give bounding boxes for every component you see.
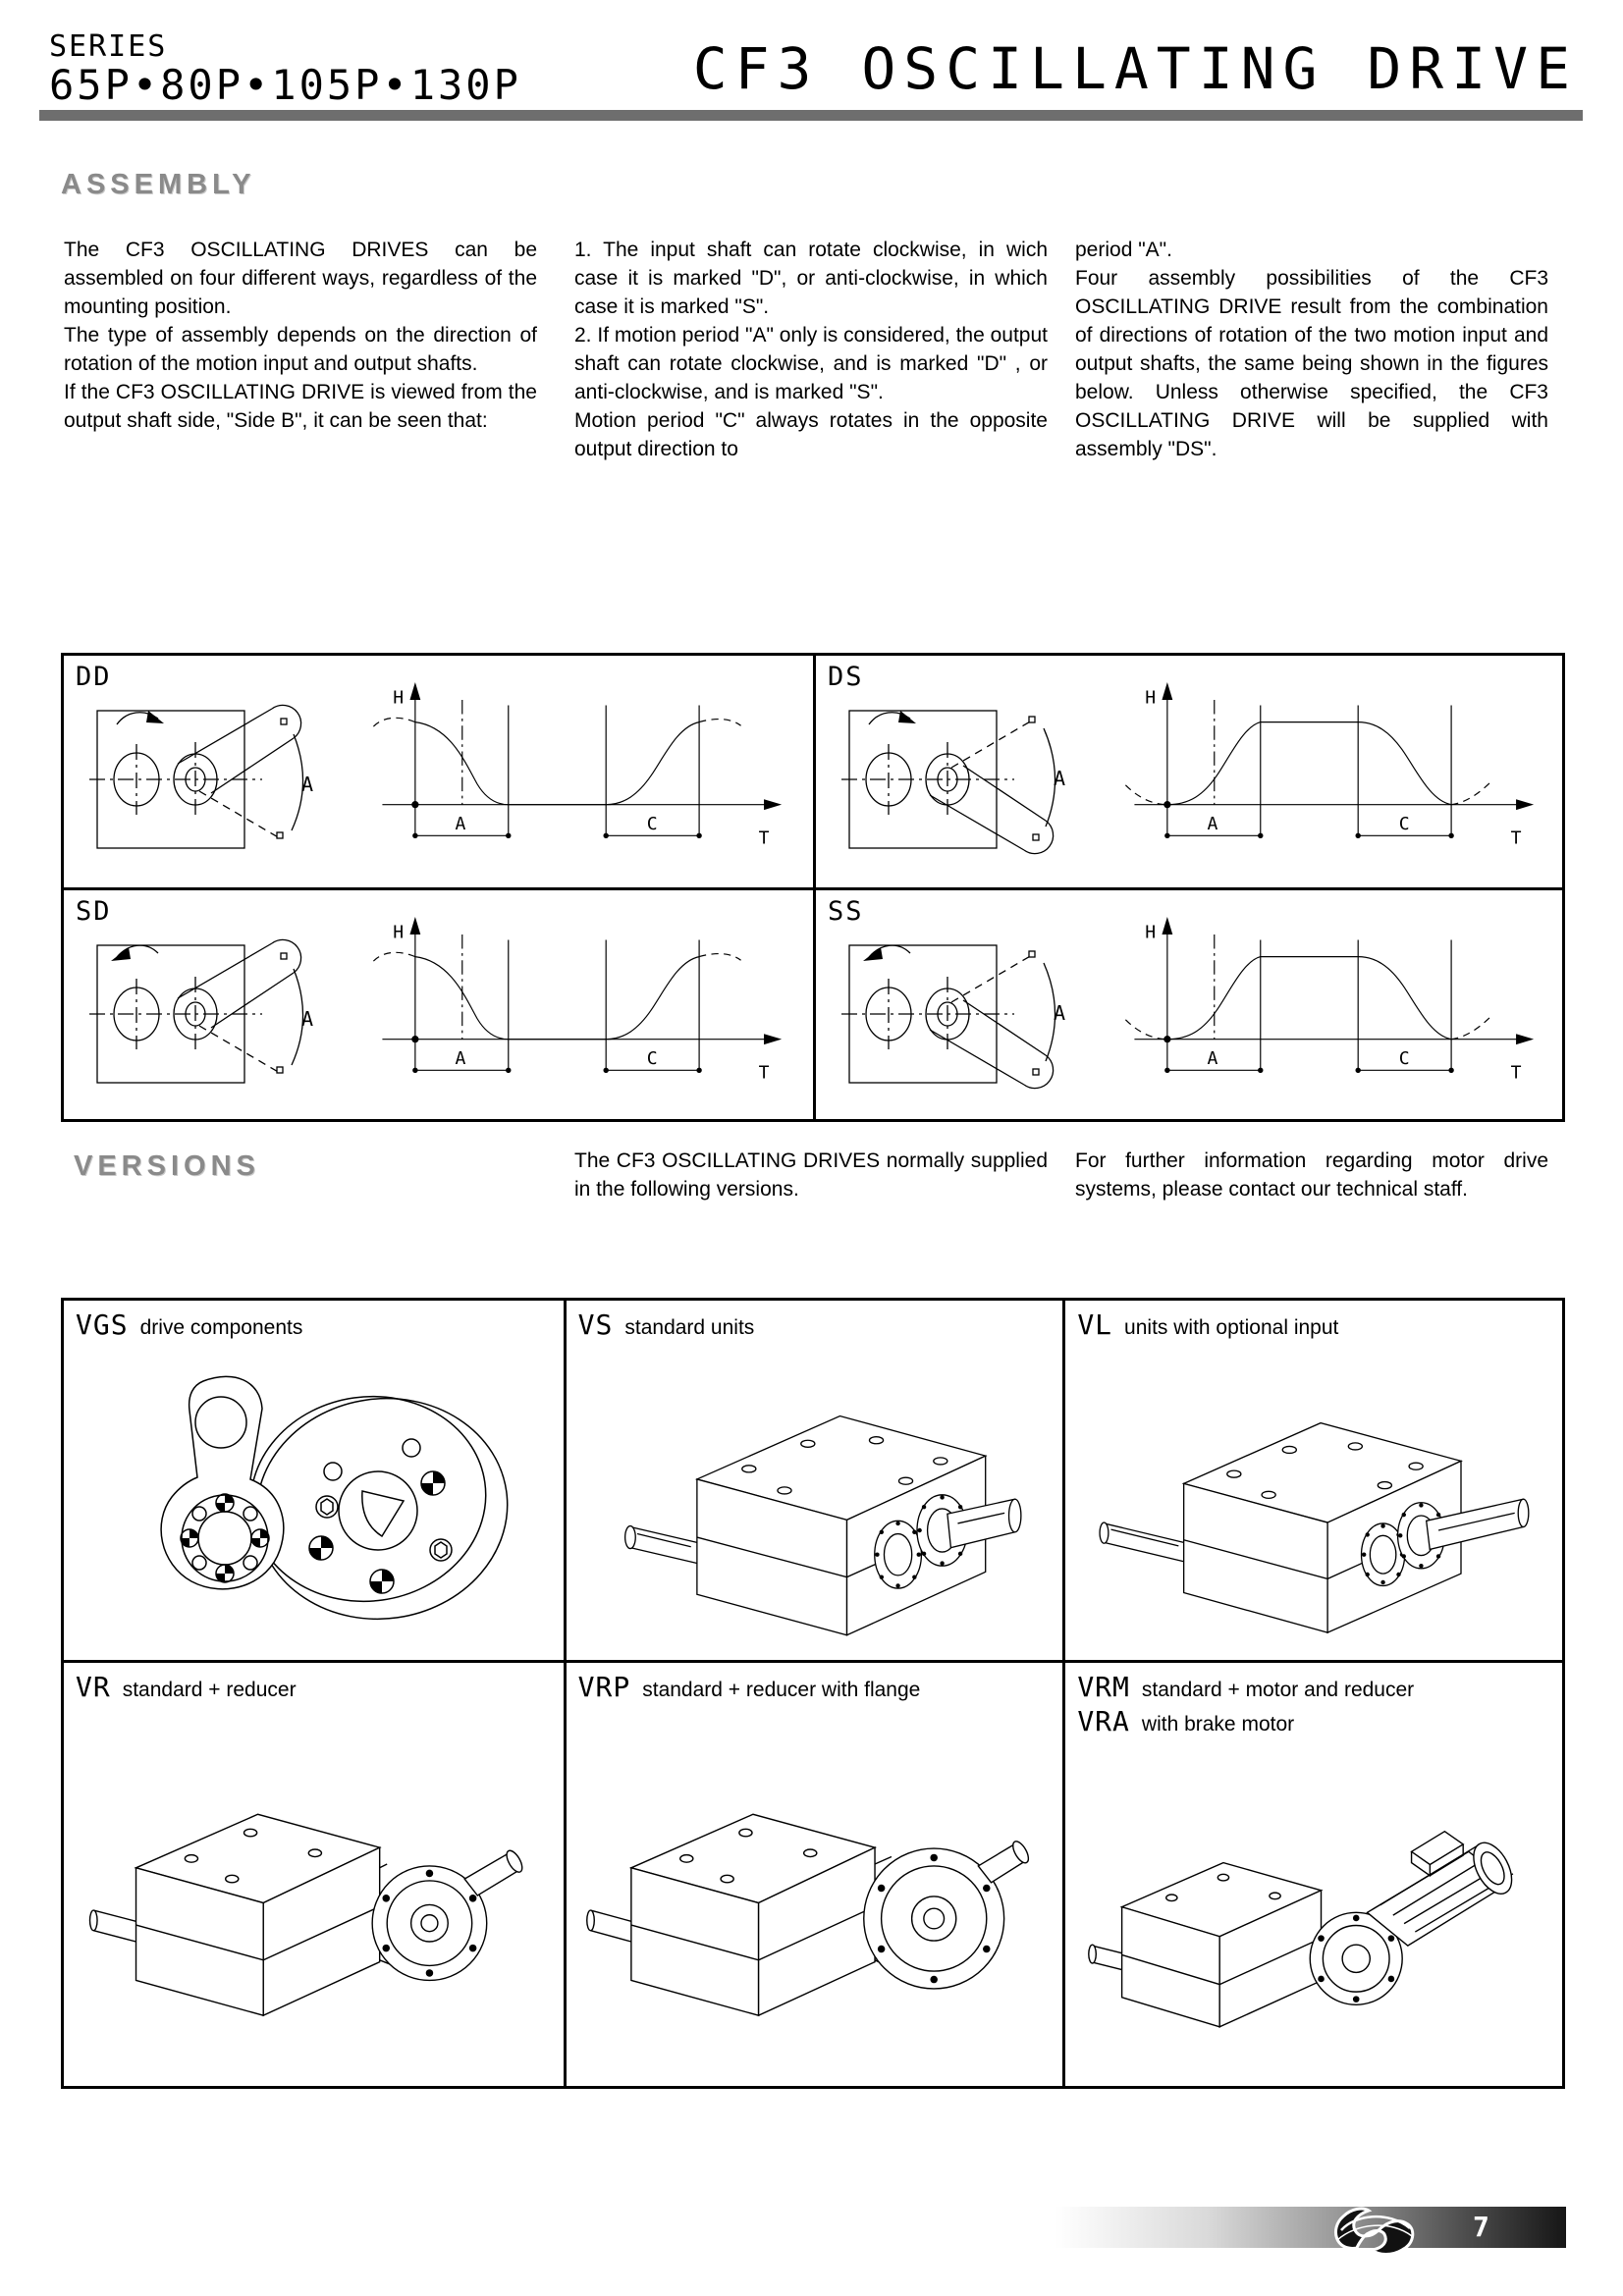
vrp-illustration (583, 1729, 1045, 2062)
version-desc: with brake motor (1141, 1713, 1295, 1735)
version-code: VRM (1077, 1671, 1130, 1703)
version-code: VRP (577, 1671, 631, 1703)
vs-illustration (583, 1354, 1045, 1648)
page-title: CF3 OSCILLATING DRIVE (692, 35, 1578, 102)
vgs-illustration (87, 1354, 539, 1648)
cell-header (64, 1301, 564, 1341)
paragraph: Four assembly possibilities of the CF3 OSCILLATING DRIVE result from the combination of directions of rotation of the two motion input and output shafts, the same being shown in the figures below. Unless otherwise specified, the CF3 OSCILLATING DRIVE will be supplied with assembly "DS". (1075, 267, 1548, 460)
version-code: VGS (76, 1308, 129, 1341)
mechanism-sketch (838, 918, 1073, 1104)
assembly-col-2 (574, 236, 1048, 463)
paragraph: period "A". (1075, 239, 1172, 261)
version-cell-vrp (564, 1660, 1063, 2086)
version-code: VRA (1077, 1705, 1130, 1737)
period-a-label: A (1207, 813, 1218, 834)
version-code: VL (1077, 1308, 1113, 1341)
quadrant-label: SS (828, 896, 864, 927)
version-cell-vgs (64, 1301, 564, 1660)
motion-graph (1083, 906, 1544, 1093)
angle-label: A (1054, 767, 1066, 790)
quadrant-ss (813, 887, 1562, 1119)
versions-intro (574, 1147, 1048, 1203)
quadrant-ds (813, 656, 1562, 887)
version-cell-vl (1062, 1301, 1562, 1660)
t-axis-label: T (1510, 828, 1522, 849)
vl-illustration (1083, 1354, 1544, 1648)
paragraph: If the CF3 OSCILLATING DRIVE is viewed from the output shaft side, "Side B", it can be seen that: (64, 381, 537, 432)
h-axis-label: H (393, 687, 405, 709)
quadrant-sd (64, 887, 813, 1119)
mechanism-sketch (85, 918, 321, 1104)
footer-bar (1055, 2207, 1566, 2248)
t-axis-label: T (758, 828, 770, 849)
series-label: SERIES (49, 29, 168, 64)
quadrant-dd (64, 656, 813, 887)
paragraph: For further information regarding motor drive systems, please contact our technical staff. (1075, 1149, 1548, 1201)
versions-contact (1075, 1147, 1548, 1203)
assembly-col-1 (64, 236, 537, 435)
quadrant-label: DS (828, 662, 864, 692)
h-axis-label: H (393, 922, 405, 943)
period-c-label: C (646, 1047, 658, 1069)
version-desc: standard + reducer with flange (642, 1679, 921, 1701)
vrm-illustration (1083, 1750, 1544, 2055)
angle-label: A (301, 1007, 314, 1031)
cell-header (64, 1663, 564, 1703)
header-rule (39, 110, 1583, 121)
paragraph: The type of assembly depends on the direction of rotation of the motion input and output shafts. (64, 324, 537, 375)
quadrant-label: SD (76, 896, 112, 927)
versions-table (61, 1298, 1565, 2089)
period-a-label: A (455, 1047, 466, 1069)
motion-graph (331, 906, 792, 1093)
paragraph: 1. The input shaft can rotate clockwise, in wich case it is marked "D", or anti-clockwise, in which case it is marked "S". (574, 239, 1048, 318)
mechanism-sketch (85, 683, 321, 870)
angle-label: A (1054, 1001, 1066, 1025)
assembly-heading: ASSEMBLY (61, 169, 256, 200)
company-logo (1327, 2187, 1418, 2266)
cell-header (1065, 1301, 1562, 1341)
vr-illustration (82, 1729, 544, 2062)
version-desc: standard units (624, 1316, 755, 1339)
mechanism-sketch (838, 683, 1073, 870)
version-desc: drive components (139, 1316, 303, 1339)
period-c-label: C (1398, 1047, 1410, 1069)
h-axis-label: H (1145, 922, 1157, 943)
quadrant-label: DD (76, 662, 112, 692)
period-c-label: C (646, 813, 658, 834)
version-desc: standard + reducer (122, 1679, 297, 1701)
version-cell-vrm (1062, 1660, 1562, 2086)
period-a-label: A (1207, 1047, 1218, 1069)
series-models: 65P•80P•105P•130P (49, 61, 521, 109)
page-number: 7 (1473, 2211, 1489, 2243)
h-axis-label: H (1145, 687, 1157, 709)
versions-heading: VERSIONS (74, 1150, 260, 1182)
angle-label: A (301, 773, 314, 796)
version-code: VR (76, 1671, 111, 1703)
paragraph: 2. If motion period "A" only is considered, the output shaft can rotate clockwise, and is marked "D" , or anti-clockwise, and is marked "S". (574, 324, 1048, 403)
t-axis-label: T (1510, 1062, 1522, 1084)
paragraph: The CF3 OSCILLATING DRIVES normally supplied in the following versions. (574, 1149, 1048, 1201)
version-cell-vs (564, 1301, 1063, 1660)
version-desc: standard + motor and reducer (1141, 1679, 1415, 1701)
paragraph: Motion period "C" always rotates in the opposite output direction to (574, 409, 1048, 460)
t-axis-label: T (758, 1062, 770, 1084)
paragraph: The CF3 OSCILLATING DRIVES can be assembled on four different ways, regardless of the mounting position. (64, 239, 537, 318)
cell-header (567, 1301, 1063, 1341)
period-a-label: A (455, 813, 466, 834)
version-code: VS (577, 1308, 614, 1341)
version-cell-vr (64, 1660, 564, 2086)
assembly-diagram (61, 653, 1565, 1122)
period-c-label: C (1398, 813, 1410, 834)
version-desc: units with optional input (1124, 1316, 1339, 1339)
motion-graph (331, 671, 792, 858)
cell-header (567, 1663, 1063, 1703)
assembly-col-3 (1075, 236, 1548, 463)
motion-graph (1083, 671, 1544, 858)
